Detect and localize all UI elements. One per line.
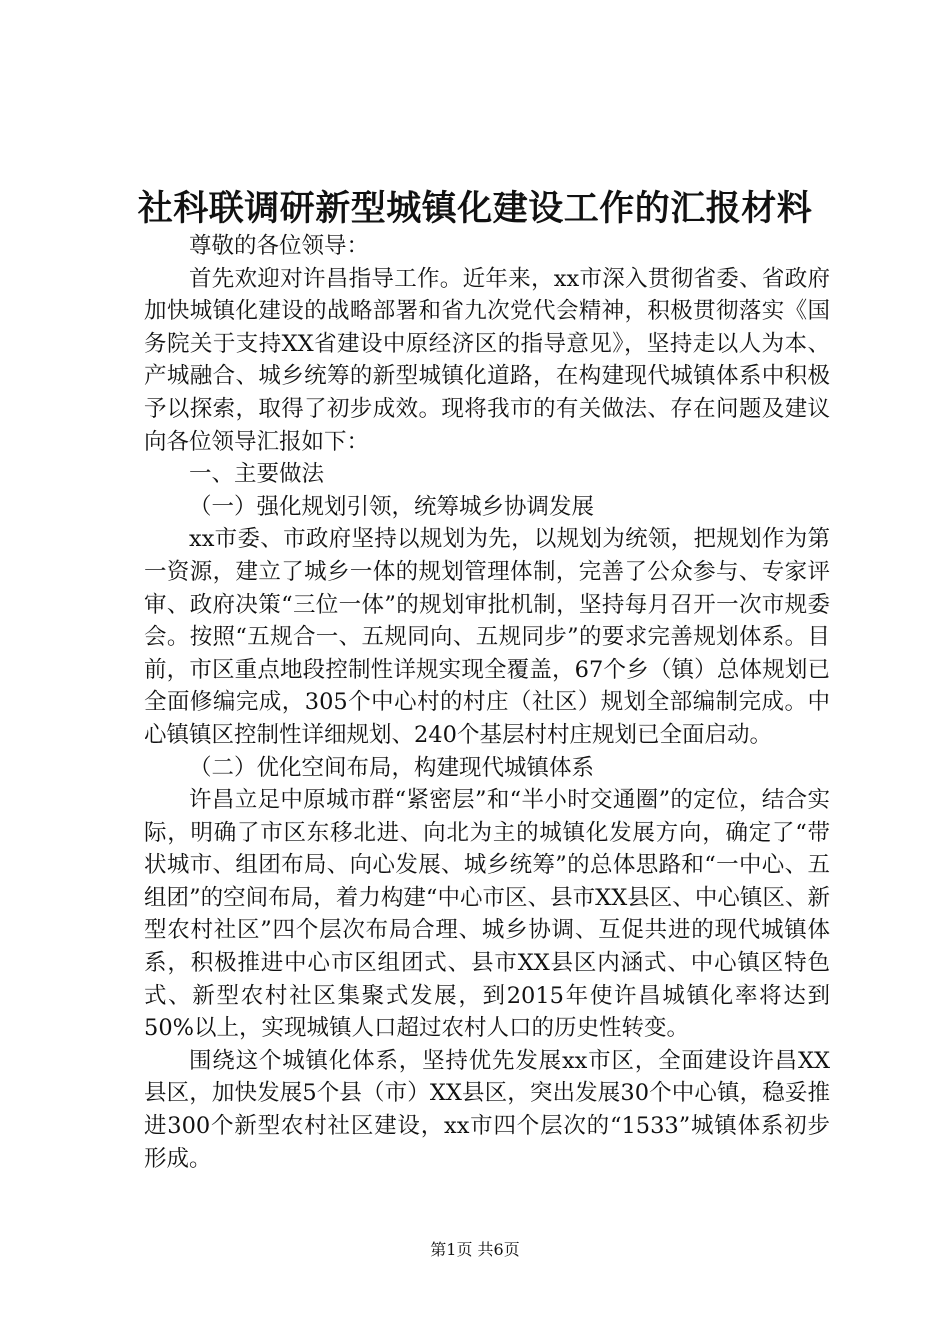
urban-system-paragraph: 围绕这个城镇化体系，坚持优先发展xx市区，全面建设许昌XX县区，加快发展5个县（市）XX县区，突出发展30个中心镇，稳妥推进300个新型农村社区建设，xx市四个层次的“1533”城镇体系初步形成。	[144, 1047, 830, 1172]
subsection-heading-spatial-layout: （二）优化空间布局，构建现代城镇体系	[189, 754, 595, 781]
section-heading-main-practices: 一、主要做法	[189, 461, 325, 488]
intro-paragraph: 首先欢迎对许昌指导工作。近年来，xx市深入贯彻省委、省政府加快城镇化建设的战略部署和省九次党代会精神，积极贯彻落实《国务院关于支持XX省建设中原经济区的指导意见》，坚持走以人为本、产城融合、城乡统筹的新型城镇化道路，在构建现代城镇体系中积极予以探索，取得了初步成效。现将我市的有关做法、存在问题及建议向各位领导汇报如下：	[144, 265, 830, 455]
document-body	[144, 230, 830, 1175]
document-title: 社科联调研新型城镇化建设工作的汇报材料	[137, 188, 813, 229]
subsection-heading-planning: （一）强化规划引领，统筹城乡协调发展	[189, 493, 595, 520]
page-number-footer: 第1页 共6页	[430, 1240, 520, 1259]
spatial-layout-paragraph: 许昌立足中原城市群“紧密层”和“半小时交通圈”的定位，结合实际，明确了市区东移北进、向北为主的城镇化发展方向，确定了“带状城市、组团布局、向心发展、城乡统筹”的总体思路和“一中心、五组团”的空间布局，着力构建“中心市区、县市XX县区、中心镇区、新型农村社区”四个层次布局合理、城乡协调、互促共进的现代城镇体系，积极推进中心市区组团式、县市XX县区内涵式、中心镇区特色式、新型农村社区集聚式发展，到2015年使许昌城镇化率将达到50%以上，实现城镇人口超过农村人口的历史性转变。	[144, 787, 830, 1042]
salutation: 尊敬的各位领导：	[189, 233, 370, 259]
planning-paragraph: xx市委、市政府坚持以规划为先，以规划为统领，把规划作为第一资源，建立了城乡一体的规划管理体制，完善了公众参与、专家评审、政府决策“三位一体”的规划审批机制，坚持每月召开一次市规委会。按照“五规合一、五规同向、五规同步”的要求完善规划体系。目前，市区重点地段控制性详规实现全覆盖，67个乡（镇）总体规划已全面修编完成，305个中心村的村庄（社区）规划全部编制完成。中心镇镇区控制性详细规划、240个基层村村庄规划已全面启动。	[144, 526, 830, 748]
